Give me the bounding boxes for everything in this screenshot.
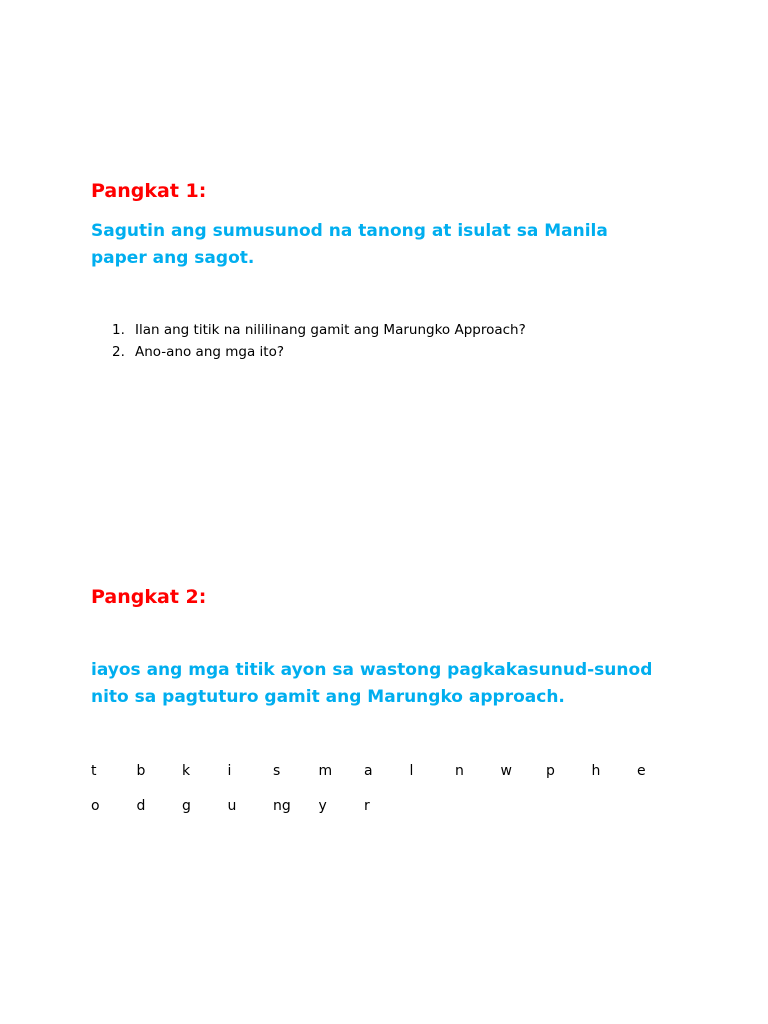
letter-item: a — [364, 763, 373, 779]
letter-item: d — [136, 798, 146, 814]
letter-item: k — [182, 763, 191, 779]
section2-instruction — [91, 657, 691, 711]
list-item — [112, 319, 526, 341]
letter-item: ng — [273, 798, 291, 814]
letter-item: i — [227, 763, 232, 779]
letter-item: e — [637, 763, 646, 779]
letter-item: t — [91, 763, 97, 779]
letter-item: g — [182, 798, 191, 814]
question-list — [112, 319, 526, 363]
letter-item: y — [318, 798, 327, 814]
letters-row-1 — [91, 763, 683, 779]
letter-item: p — [546, 763, 555, 779]
letter-item: r — [364, 798, 370, 814]
section2-heading: Pangkat 2: — [91, 586, 207, 608]
letter-item: h — [591, 763, 601, 779]
question-number: 1. — [112, 322, 125, 338]
letter-item: s — [273, 763, 281, 779]
letters-row-2 — [91, 798, 410, 814]
section1-heading: Pangkat 1: — [91, 180, 207, 202]
letter-item: u — [227, 798, 237, 814]
letter-item: b — [136, 763, 146, 779]
letter-item: n — [455, 763, 464, 779]
letter-item: o — [91, 798, 100, 814]
section2-instruction-line1: iayos ang mga titik ayon sa wastong pagkakasunud-sunod — [91, 660, 653, 680]
section1-instruction-line2: paper ang sagot. — [91, 248, 255, 268]
section1-instruction — [91, 218, 691, 272]
question-text: Ilan ang titik na nililinang gamit ang Marungko Approach? — [135, 322, 526, 338]
letter-item: w — [500, 763, 512, 779]
letter-item: m — [318, 763, 333, 779]
section2-instruction-line2: nito sa pagtuturo gamit ang Marungko approach. — [91, 687, 565, 707]
question-text: Ano-ano ang mga ito? — [135, 344, 284, 360]
question-number: 2. — [112, 344, 125, 360]
list-item — [112, 341, 526, 363]
section1-instruction-line1: Sagutin ang sumusunod na tanong at isulat sa Manila — [91, 221, 608, 241]
letter-item: l — [409, 763, 414, 779]
